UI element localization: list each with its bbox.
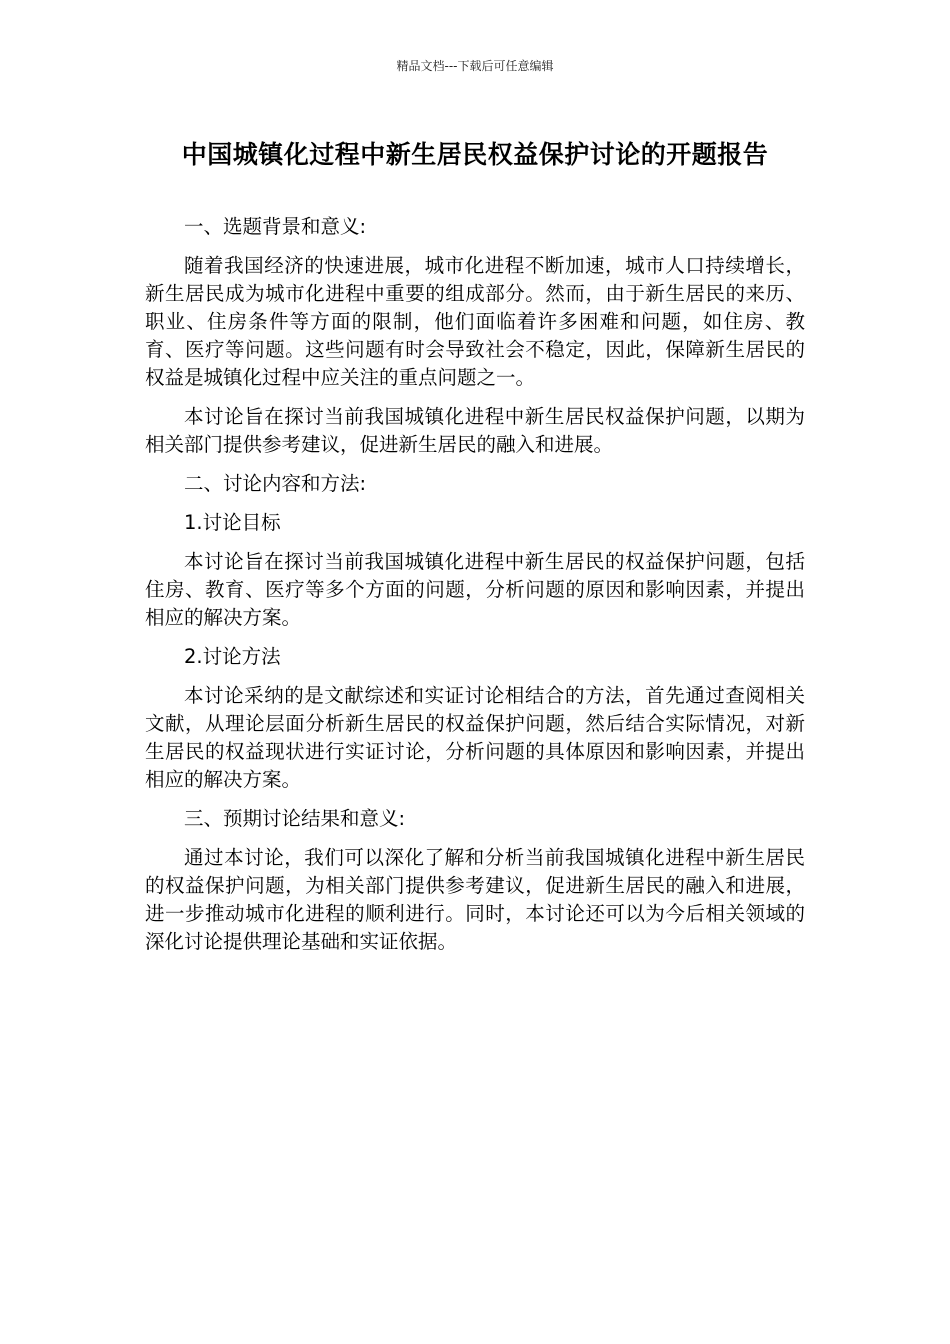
section-3-heading: 三、预期讨论结果和意义: bbox=[184, 807, 406, 830]
subsection-goal-text: 本讨论旨在探讨当前我国城镇化进程中新生居民的权益保护问题，包括住房、教育、医疗等多个方面的问题，分析问题的原因和影响因素，并提出相应的解决方案。 bbox=[145, 550, 805, 629]
section-2-heading: 二、讨论内容和方法: bbox=[184, 472, 367, 495]
subsection-method-heading: 2.讨论方法 bbox=[184, 645, 281, 668]
subsection-method-text: 本讨论采纳的是文献综述和实证讨论相结合的方法，首先通过查阅相关文献，从理论层面分析新生居民的权益保护问题，然后结合实际情况，对新生居民的权益现状进行实证讨论，分析问题的具体原因和影响因素，并提出相应的解决方案。 bbox=[145, 684, 805, 791]
section-1-paragraph-1: 随着我国经济的快速进展，城市化进程不断加速，城市人口持续增长，新生居民成为城市化进程中重要的组成部分。然而，由于新生居民的来历、职业、住房条件等方面的限制，他们面临着许多困难和问题，如住房、教育、医疗等问题。这些问题有时会导致社会不稳定，因此，保障新生居民的权益是城镇化过程中应关注的重点问题之一。 bbox=[145, 254, 805, 389]
header-note: 精品文档---下载后可任意编辑 bbox=[396, 59, 554, 73]
document-title: 中国城镇化过程中新生居民权益保护讨论的开题报告 bbox=[181, 140, 769, 169]
subsection-goal-heading: 1.讨论目标 bbox=[184, 511, 281, 534]
section-1-paragraph-2: 本讨论旨在探讨当前我国城镇化进程中新生居民权益保护问题，以期为相关部门提供参考建议，促进新生居民的融入和进展。 bbox=[145, 405, 805, 456]
document-body bbox=[145, 213, 805, 967]
section-1-heading: 一、选题背景和意义: bbox=[184, 215, 367, 238]
section-3-paragraph: 通过本讨论，我们可以深化了解和分析当前我国城镇化进程中新生居民的权益保护问题，为相关部门提供参考建议，促进新生居民的融入和进展，进一步推动城市化进程的顺利进行。同时，本讨论还可以为今后相关领域的深化讨论提供理论基础和实证依据。 bbox=[145, 846, 805, 953]
